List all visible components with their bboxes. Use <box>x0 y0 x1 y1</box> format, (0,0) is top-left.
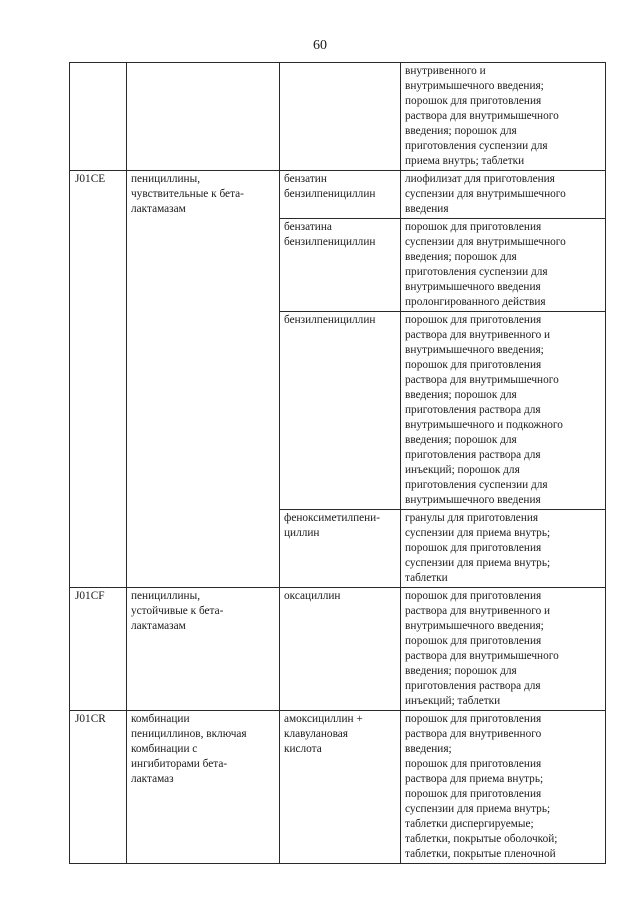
dosage-form-line: введения; порошок для <box>405 125 517 137</box>
dosage-form-line: таблетки, покрытые пленочной <box>405 848 556 860</box>
drug-name-line: бензилпенициллин <box>284 188 376 200</box>
dosage-form-line: введения; порошок для <box>405 251 517 263</box>
drug-name-line: кислота <box>284 743 322 755</box>
dosage-form-line: порошок для приготовления <box>405 542 542 554</box>
dosage-form-line: порошок для приготовления <box>405 221 542 233</box>
dosage-form-line: порошок для приготовления <box>405 95 542 107</box>
group-line: пенициллины, <box>131 173 201 185</box>
drug-name-cell <box>280 711 401 864</box>
dosage-form-line: внутривенного и <box>405 65 486 77</box>
dosage-forms-cell <box>401 312 606 510</box>
dosage-form-line: введения <box>405 203 449 215</box>
dosage-form-line: раствора для внутривенного и <box>405 329 551 341</box>
dosage-form-line: приготовления раствора для <box>405 449 541 461</box>
dosage-form-line: порошок для приготовления <box>405 635 542 647</box>
drug-name-line: бензатина <box>284 221 332 233</box>
dosage-form-line: внутримышечного введения; <box>405 80 544 92</box>
dosage-form-line: гранулы для приготовления <box>405 512 539 524</box>
dosage-form-line: порошок для приготовления <box>405 713 542 725</box>
page-number: 60 <box>313 38 327 53</box>
dosage-form-line: лиофилизат для приготовления <box>405 173 555 185</box>
drug-name-cell <box>280 510 401 588</box>
dosage-form-line: порошок для приготовления <box>405 590 542 602</box>
table-row <box>70 171 606 219</box>
dosage-form-line: внутримышечного введения; <box>405 344 544 356</box>
drug-name-cell <box>280 219 401 312</box>
dosage-form-line: введения; порошок для <box>405 434 517 446</box>
table-row <box>70 588 606 711</box>
dosage-form-line: введения; порошок для <box>405 665 517 677</box>
pharmacological-group-cell <box>127 711 280 864</box>
dosage-form-line: раствора для внутримышечного <box>405 110 559 122</box>
drug-name-cell <box>280 312 401 510</box>
dosage-form-line: внутримышечного введения <box>405 281 541 293</box>
dosage-form-line: приготовления суспензии для <box>405 140 548 152</box>
dosage-form-line: порошок для приготовления <box>405 314 542 326</box>
dosage-form-line: приготовления раствора для <box>405 680 541 692</box>
atc-code-cell: J01CE <box>70 171 127 588</box>
drug-name-line: бензилпенициллин <box>284 314 376 326</box>
dosage-form-line: раствора для внутримышечного <box>405 374 559 386</box>
dosage-form-line: приготовления раствора для <box>405 404 541 416</box>
drug-name-line: бензатин <box>284 173 327 185</box>
group-line: лактамазам <box>131 620 186 632</box>
group-line: комбинации с <box>131 743 198 755</box>
dosage-form-line: суспензии для внутримышечного <box>405 188 566 200</box>
group-line: лактамазам <box>131 203 186 215</box>
dosage-form-line: инъекций; порошок для <box>405 464 520 476</box>
group-line: пенициллины, <box>131 590 201 602</box>
pharmacological-group-cell <box>127 171 280 588</box>
group-line: лактамаз <box>131 773 174 785</box>
group-line: пенициллинов, включая <box>131 728 247 740</box>
table-row <box>70 711 606 864</box>
dosage-form-line: приема внутрь; таблетки <box>405 155 525 167</box>
dosage-form-line: раствора для внутривенного и <box>405 605 551 617</box>
drug-name-cell <box>280 63 401 171</box>
group-line: комбинации <box>131 713 190 725</box>
dosage-form-line: суспензии для приема внутрь; <box>405 527 551 539</box>
dosage-form-line: суспензии для приема внутрь; <box>405 803 551 815</box>
dosage-form-line: инъекций; таблетки <box>405 695 501 707</box>
drug-name-line: феноксиметилпени- <box>284 512 380 524</box>
dosage-form-line: приготовления суспензии для <box>405 266 548 278</box>
atc-code-cell <box>70 63 127 171</box>
atc-code-cell: J01CF <box>70 588 127 711</box>
dosage-forms-cell <box>401 588 606 711</box>
pharmacological-group-cell <box>127 63 280 171</box>
dosage-form-line: порошок для приготовления <box>405 758 542 770</box>
dosage-form-line: суспензии для внутримышечного <box>405 236 566 248</box>
pharmacological-group-cell <box>127 588 280 711</box>
drug-name-line: циллин <box>284 527 320 539</box>
dosage-forms-cell <box>401 171 606 219</box>
drug-name-line: клавулановая <box>284 728 348 740</box>
dosage-form-line: таблетки <box>405 572 448 584</box>
drug-name-line: оксациллин <box>284 590 341 602</box>
drug-table <box>69 62 606 864</box>
atc-code-cell: J01CR <box>70 711 127 864</box>
table-row <box>70 63 606 171</box>
dosage-form-line: введения; <box>405 743 452 755</box>
group-line: ингибиторами бета- <box>131 758 228 770</box>
group-line: устойчивые к бета- <box>131 605 224 617</box>
dosage-form-line: порошок для приготовления <box>405 788 542 800</box>
dosage-form-line: приготовления суспензии для <box>405 479 548 491</box>
group-line: чувствительные к бета- <box>131 188 244 200</box>
dosage-form-line: раствора для приема внутрь; <box>405 773 544 785</box>
dosage-form-line: внутримышечного введения; <box>405 620 544 632</box>
dosage-form-line: раствора для внутримышечного <box>405 650 559 662</box>
dosage-forms-cell <box>401 219 606 312</box>
dosage-form-line: таблетки, покрытые оболочкой; <box>405 833 558 845</box>
dosage-forms-cell <box>401 711 606 864</box>
dosage-forms-cell <box>401 510 606 588</box>
dosage-form-line: порошок для приготовления <box>405 359 542 371</box>
drug-name-cell <box>280 588 401 711</box>
dosage-form-line: суспензии для приема внутрь; <box>405 557 551 569</box>
dosage-form-line: введения; порошок для <box>405 389 517 401</box>
dosage-form-line: раствора для внутривенного <box>405 728 542 740</box>
drug-name-cell <box>280 171 401 219</box>
drug-name-line: амоксициллин + <box>284 713 363 725</box>
dosage-form-line: пролонгированного действия <box>405 296 546 308</box>
dosage-form-line: таблетки диспергируемые; <box>405 818 534 830</box>
drug-name-line: бензилпенициллин <box>284 236 376 248</box>
dosage-forms-cell <box>401 63 606 171</box>
dosage-form-line: внутримышечного и подкожного <box>405 419 563 431</box>
dosage-form-line: внутримышечного введения <box>405 494 541 506</box>
